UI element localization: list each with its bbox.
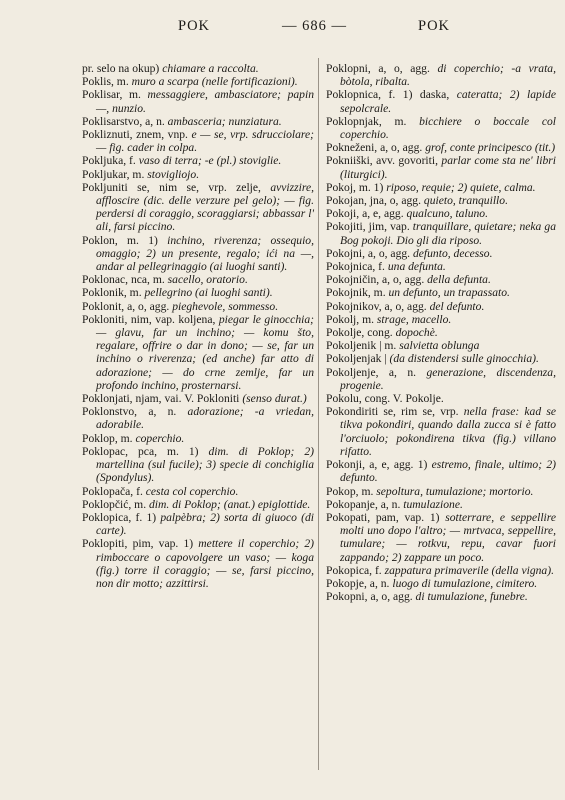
entry-grammar: | [381,352,390,366]
entry-grammar: pca, m. 1) [128,444,209,458]
dictionary-entry [326,326,556,339]
entry-headword: Poklopnjak, [326,114,382,128]
entry-definition: sacello, oratorio. [167,273,248,287]
dictionary-entry [82,445,314,485]
entry-definition: parlar come sta ne' libri (liturgici). [340,154,556,181]
dictionary-entry [326,366,556,392]
entry-headword: Pokondiriti [326,405,379,419]
entry-definition: bicchiere o boccale col coperchio. [340,114,557,142]
dictionary-entry [326,352,556,365]
entry-headword: Pokloniti, [82,312,128,326]
entry-headword: Pokojnica, [326,260,376,274]
dictionary-entry [82,128,314,154]
entry-headword: Pokojnikov, [326,299,382,313]
dictionary-entry [326,207,556,220]
dictionary-entry [326,485,556,498]
entry-definition: sepoltura, tumulazione; mortorio. [376,484,534,498]
entry-definition: di tumulazione, funebre. [415,590,528,604]
entry-definition: del defunto. [429,299,485,313]
dictionary-entry [326,286,556,299]
dictionary-entry [326,300,556,313]
entry-headword: Pokopica, [326,563,373,577]
entry-headword: Poklop, [82,431,118,445]
entry-grammar: f. [372,563,385,577]
entry-grammar: a, o, agg. [367,590,416,604]
entry-definition: mettere il coperchio; 2) rimboccare o capovolgere un vaso; — koga (fig.) torre il coraggio; — se, farsi piccino, non dir motto; azzittirsi. [96,537,314,590]
dictionary-entry [326,511,556,564]
entry-headword: Pokolu, [326,392,362,406]
entry-definition: nella frase: kad se tikva pokondiri, quando dalla zucca si è fatto l'orciuolo; pokondirena tikva (fig.) villano rifatto. [340,405,556,458]
entry-grammar: f. 1) daska, [381,88,457,102]
entry-grammar: pim, vap. 1) [127,537,199,551]
entry-grammar: m. [131,497,149,511]
entry-headword: Poklon, [82,233,118,247]
entry-grammar: pr. selo na okup) [82,62,163,75]
entry-headword: Poklopiti, [82,537,128,551]
dictionary-entry [82,75,314,88]
entry-headword: Pokoji, [326,207,360,221]
entry-definition: palpèbra; 2) sorta di giuoco (di carte). [96,510,314,538]
entry-headword: Pokolj, [326,312,360,326]
entry-grammar: a, n. [366,576,393,590]
dictionary-entry [326,273,556,286]
page-header [0,8,565,40]
entry-headword: Poklopnica, [326,88,382,102]
entry-definition: zappatura primaverile (della vigna). [384,563,554,577]
dictionary-entry [326,260,556,273]
entry-definition: riposo, requie; 2) quiete, calma. [386,180,536,194]
entry-definition: coperchio. [135,431,185,445]
entry-headword: Poklisarstvo, [82,114,143,128]
entry-definition: cateratta; 2) lapide sepolcrale. [340,88,556,115]
entry-definition: dim. di Poklop; 2) martellina (sul fucile); 3) specie di conchiglia (Spondylus). [96,444,314,485]
entry-definition: quieto, tranquillo. [423,194,508,208]
header-right-guide-word: POK [418,18,451,34]
entry-definition: piegar le ginocchia; — glavu, far un inchino; — komu što, regalare, offrire o dar in dono; — se, far un inchino o riverenza; (ed anche) far atto di adorazione; — do crne zemlje, far un profondo inchino, prosternarsi. [96,312,314,392]
entry-definition: dim. di Poklop; (anat.) epiglottide. [149,497,311,511]
entry-grammar: a, n. [137,405,188,419]
entry-headword: Pokniiški, [326,154,373,168]
dictionary-entry [82,286,314,299]
entry-grammar: avv. govoriti, [372,154,442,168]
entry-headword: Pokoljenik [326,339,377,353]
entry-grammar: m. [117,431,136,445]
entry-headword: Pokojiti, [326,220,366,234]
entry-definition: inchino, riverenza; ossequio, omaggio; 2) un presente, regalo; ići na —, andar al pellegrinaggio (ai luoghi santi). [96,233,314,274]
dictionary-entry [326,458,556,484]
dictionary-entry [82,115,314,128]
entry-grammar: a, o, agg. [377,141,426,155]
entry-grammar: a, n. [377,497,404,511]
entry-definition: salvietta oblunga [399,339,480,353]
dictionary-entry [326,154,556,180]
entry-headword: Poklopica, [82,510,132,524]
entry-grammar: jna, o, agg. [366,194,424,208]
entry-definition: tumulazione. [403,497,463,511]
entry-grammar: a, e, agg. [359,207,407,221]
entry-grammar: nim, vap. koljena, [127,312,219,326]
dictionary-entry [326,181,556,194]
entry-headword: Pokoljenjak [326,352,382,366]
entry-grammar: a, o, agg. [364,246,413,260]
entry-definition: generazione, discendenza, progenie. [340,365,557,392]
dictionary-entry [326,564,556,577]
entry-grammar: a, e, agg. 1) [364,458,432,472]
dictionary-entry [326,220,556,246]
dictionary-entry [326,194,556,207]
entry-definition: luogo di tumulazione, cimitero. [392,576,538,590]
entry-definition: grof, conte principesco (tit.) [425,141,556,155]
entry-grammar: m. [358,484,377,498]
entry-headword: Pokoj, [326,180,356,194]
entry-grammar: m. [359,312,377,326]
entry-definition: un defunto, un trapassato. [388,286,510,300]
entry-definition: (senso durat.) [242,392,307,406]
entry-definition: ambasceria; nunziatura. [167,114,282,128]
entry-headword: Pokljukar, [82,167,130,181]
column-divider [318,58,319,770]
entry-definition: vaso di terra; -e (pl.) stoviglie. [138,154,282,168]
entry-headword: Poklonjati, [82,392,133,406]
entry-grammar: m. [370,286,389,300]
entry-grammar: se, nim se, vrp. zelje, [127,180,271,194]
entry-grammar: njam, vai. V. Pokloniti [132,392,243,406]
entry-grammar: a, n. [142,114,168,128]
entry-definition: messaggiere, ambasciatore; papin —, nunzio. [96,88,314,115]
entry-definition: della defunta. [427,273,491,287]
entry-headword: Poklonik, [82,286,127,300]
entry-grammar: m. [381,114,420,128]
dictionary-entry [326,247,556,260]
entry-grammar: a, o, agg. [370,62,438,75]
entry-grammar: nca, m. [128,273,168,287]
dictionary-entry [82,88,314,114]
entry-grammar: jim, vap. [365,220,413,234]
entry-headword: Pokop, [326,484,359,498]
dictionary-entry [326,405,556,458]
entry-headword: Pokojni, [326,246,365,260]
entry-definition: avvizzire, affloscire (dic. delle verzure pel gelo); — fig. perdersi di coraggio, scoraggiarsi; abbassar l' ali, farsi piccino. [96,180,314,234]
entry-grammar: znem, vnp. [132,128,192,142]
dictionary-entry [82,485,314,498]
entry-definition: una defunta. [387,260,446,274]
entry-grammar: | m. [376,339,400,353]
entry-grammar: a, o, agg. [124,299,173,313]
entry-headword: Pokljuniti [82,180,128,194]
entry-headword: Poklis, [82,75,114,89]
dictionary-entry [82,154,314,167]
dictionary-entry [326,339,556,352]
dictionary-entry [82,405,314,431]
entry-definition: defunto, decesso. [412,246,493,260]
entry-definition: strage, macello. [376,312,452,326]
entry-definition: di coperchio; -a vrata, bòtola, ribalta. [340,62,556,89]
header-left-guide-word: POK [178,18,211,34]
entry-headword: Pokneženi, [326,141,378,155]
entry-grammar: a, n. [378,365,427,379]
dictionary-entry [82,273,314,286]
dictionary-entry [82,313,314,392]
entry-grammar: pam, vap. 1) [370,510,446,524]
page-number: — 686 — [282,18,347,34]
entry-grammar: cong. [364,326,396,340]
entry-headword: Pokliznuti, [82,128,133,142]
entry-definition: qualcuno, taluno. [406,207,488,221]
entry-headword: Pokopje, [326,576,367,590]
dictionary-entry [326,392,556,405]
dictionary-entry [326,88,556,114]
dictionary-entry [82,498,314,511]
entry-definition: sotterrare, e seppellire molti uno dopo l'altro; — mrtvaca, seppellire, tumulare; — rotkvu, repu, cavar fuori zappando; 2) zappare un poco. [340,510,557,564]
entry-definition: tranquillare, quietare; neka ga Bog pokoji. Dio gli dia riposo. [340,220,556,247]
entry-definition: dopochè. [395,326,438,340]
entry-headword: Pokojničin, [326,273,380,287]
entry-grammar: m. [126,286,145,300]
entry-grammar: f. 1) [131,510,161,524]
entry-grammar: m. 1) [355,180,387,194]
entry-grammar: a, o, agg. [381,299,430,313]
entry-headword: Pokojnik, [326,286,371,300]
dictionary-entry [82,300,314,313]
entry-headword: Pokopati, [326,510,371,524]
entry-definition: muro a scarpa (nelle fortificazioni). [131,75,298,89]
entry-headword: Poklonac, [82,273,129,287]
entry-definition: e — se, vrp. sdrucciolare; — fig. cader in colpa. [96,128,314,155]
entry-headword: Pokonji, [326,458,365,472]
entry-definition: cesta col coperchio. [145,484,239,498]
entry-headword: Poklisar, [82,88,123,102]
dictionary-entry [326,590,556,603]
entry-headword: Poklonit, [82,299,125,313]
entry-grammar: cong. V. Pokolje. [361,392,444,406]
entry-grammar: se, rim se, vrp. [378,405,464,419]
right-column [326,62,556,603]
entry-headword: Pokopanje, [326,497,378,511]
entry-headword: Poklopača, [82,484,134,498]
entry-grammar: f. [133,484,146,498]
entry-grammar: a, o, agg. [379,273,428,287]
entry-definition: pellegrino (ai luoghi santi). [144,286,273,300]
entry-definition: adorazione; -a vriedan, adorabile. [96,405,314,432]
entry-definition: pieghevole, sommesso. [172,299,279,313]
dictionary-entry [326,498,556,511]
entry-headword: Poklopni, [326,62,371,75]
left-column [82,62,314,590]
dictionary-entry [82,537,314,590]
entry-grammar: m. [129,167,148,181]
entry-grammar: f. [126,154,139,168]
dictionary-entry [82,234,314,274]
entry-grammar: m. [113,75,132,89]
dictionary-entry [82,181,314,234]
dictionary-entry [82,392,314,405]
entry-grammar: m. [122,88,148,102]
entry-headword: Pokoljenje, [326,365,379,379]
entry-definition: stovigliojo. [147,167,200,181]
entry-headword: Pokopni, [326,590,368,604]
dictionary-entry [82,168,314,181]
dictionary-entry [82,432,314,445]
entry-headword: Poklonstvo, [82,405,138,419]
entry-headword: Poklopac, [82,444,129,458]
entry-headword: Pokojan, [326,194,367,208]
dictionary-entry [82,62,314,75]
dictionary-entry [326,313,556,326]
dictionary-entry [326,115,556,141]
entry-grammar: m. 1) [117,233,168,247]
entry-definition: chiamare a raccolta. [162,62,259,75]
entry-headword: Pokljuka, [82,154,127,168]
entry-definition: estremo, finale, ultimo; 2) defunto. [340,458,556,485]
dictionary-entry [326,577,556,590]
dictionary-entry [326,141,556,154]
entry-headword: Poklopčić, [82,497,132,511]
dictionary-entry [82,511,314,537]
dictionary-entry [326,62,556,88]
entry-definition: (da distendersi sulle ginocchia). [389,352,539,366]
entry-grammar: f. [375,260,388,274]
entry-headword: Pokolje, [326,326,365,340]
